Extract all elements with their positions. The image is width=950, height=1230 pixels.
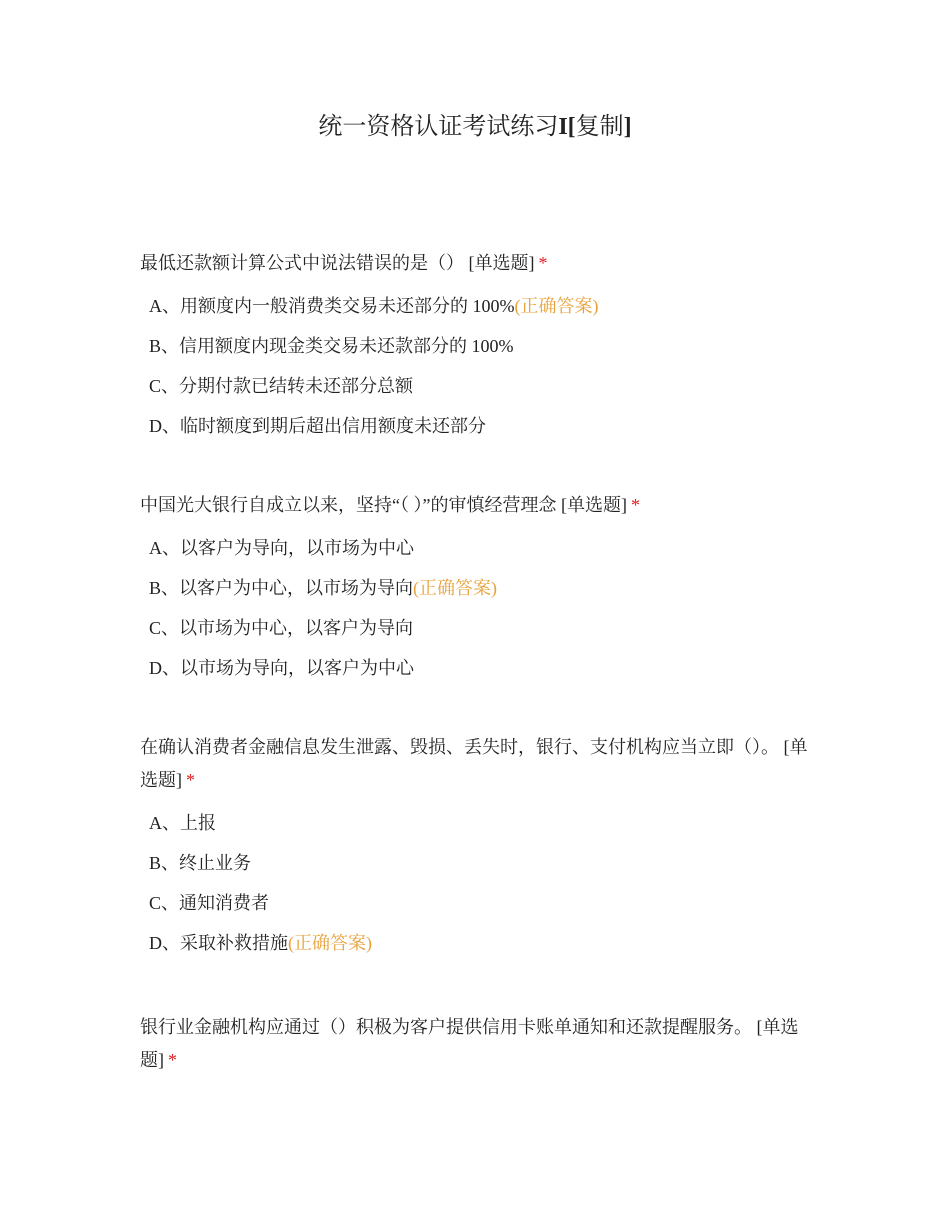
question-text xyxy=(140,247,815,280)
option-a[interactable] xyxy=(140,528,815,568)
title-main: 统一资格认证考试练习 xyxy=(318,114,559,140)
question-4 xyxy=(140,1011,815,1077)
page-title xyxy=(0,110,950,144)
option-label: C、分期付款已结转未还部分总额 xyxy=(149,376,414,396)
option-list xyxy=(140,528,815,688)
question-text xyxy=(140,1011,815,1077)
option-b[interactable] xyxy=(140,843,815,883)
option-list xyxy=(140,286,815,446)
question-text xyxy=(140,489,815,522)
option-b[interactable] xyxy=(140,568,815,608)
question-1-text: 最低还款额计算公式中说法错误的是（） [单选题] xyxy=(140,253,535,273)
question-3-text: 在确认消费者金融信息发生泄露、毁损、丢失时，银行、支付机构应当立即（）。 [单选题] xyxy=(140,737,808,790)
title-end: ] xyxy=(623,114,632,140)
question-text xyxy=(140,731,815,797)
required-mark: * xyxy=(538,253,548,273)
question-3 xyxy=(140,731,815,963)
option-list xyxy=(140,803,815,963)
option-label: B、以客户为中心，以市场为导向 xyxy=(149,578,414,598)
option-d[interactable] xyxy=(140,648,815,688)
required-mark: * xyxy=(630,495,640,515)
required-mark: * xyxy=(168,1050,177,1070)
question-4-text: 银行业金融机构应通过（）积极为客户提供信用卡账单通知和还款提醒服务。 [单选题] xyxy=(140,1017,799,1070)
title-copy: 复制 xyxy=(575,114,624,140)
required-mark: * xyxy=(186,770,195,790)
question-2 xyxy=(140,489,815,688)
option-b[interactable] xyxy=(140,326,815,366)
option-a[interactable] xyxy=(140,803,815,843)
option-a[interactable] xyxy=(140,286,815,326)
title-bold: I[ xyxy=(558,114,576,140)
correct-answer-tag: (正确答案) xyxy=(514,296,599,316)
option-label: A、以客户为导向，以市场为中心 xyxy=(149,538,414,558)
option-d[interactable] xyxy=(140,923,815,963)
option-c[interactable] xyxy=(140,366,815,406)
option-label: B、信用额度内现金类交易未还款部分的 100% xyxy=(149,336,514,356)
option-d[interactable] xyxy=(140,406,815,446)
option-label: D、以市场为导向，以客户为中心 xyxy=(149,658,414,678)
option-label: D、临时额度到期后超出信用额度未还部分 xyxy=(149,416,486,436)
question-2-text: 中国光大银行自成立以来，坚持“（ ）”的审慎经营理念 [单选题] xyxy=(140,495,627,515)
option-label: C、以市场为中心，以客户为导向 xyxy=(149,618,414,638)
correct-answer-tag: (正确答案) xyxy=(413,578,498,598)
option-label: C、通知消费者 xyxy=(149,893,270,913)
option-label: A、用额度内一般消费类交易未还部分的 100% xyxy=(149,296,515,316)
correct-answer-tag: (正确答案) xyxy=(288,933,372,953)
option-label: A、上报 xyxy=(149,813,216,833)
option-label: B、终止业务 xyxy=(149,853,252,873)
option-label: D、采取补救措施 xyxy=(149,933,288,953)
question-1 xyxy=(140,247,815,446)
option-c[interactable] xyxy=(140,883,815,923)
option-c[interactable] xyxy=(140,608,815,648)
